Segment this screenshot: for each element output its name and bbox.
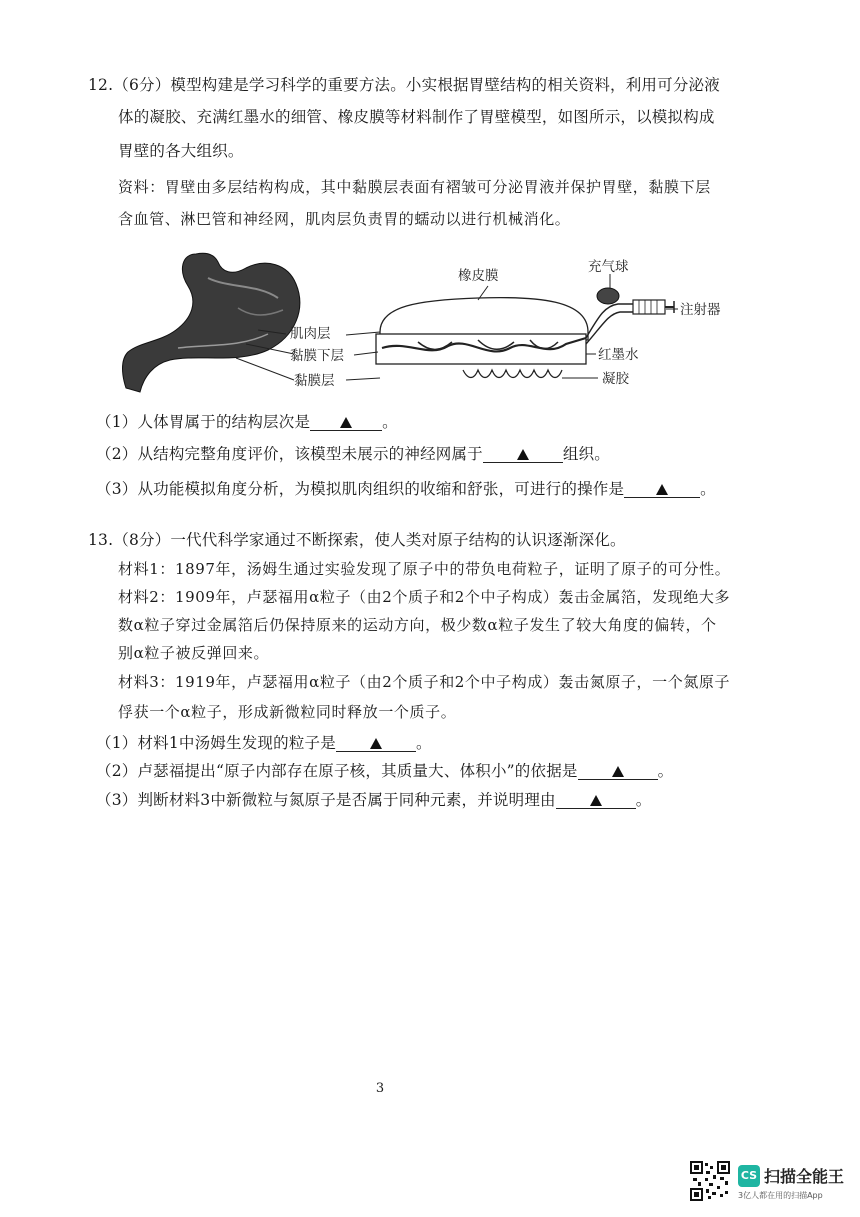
label-submucosa: 黏膜下层 [290,348,344,364]
q12-stem-line1: 12.（6分）模型构建是学习科学的重要方法。小实根据胃壁结构的相关资料，利用可分泌液 [88,76,720,94]
q13-material1: 材料1：1897年，汤姆生通过实验发现了原子中的带负电荷粒子，证明了原子的可分性。 [118,560,731,578]
q13-sub2-end: 。 [657,762,674,780]
label-rubber-membrane: 橡皮膜 [458,268,499,284]
label-muscle-layer: 肌肉层 [290,326,331,342]
page-number: 3 [375,1081,385,1096]
q13-sub1-text: （1）材料1中汤姆生发现的粒子是 [96,734,336,752]
q13-sub3 [96,788,651,810]
answer-blank[interactable] [578,765,658,780]
triangle-icon [590,795,602,806]
answer-blank[interactable] [310,416,382,431]
q12-sub1 [96,410,398,432]
stomach-wall-model-diagram [118,248,738,398]
answer-blank[interactable] [336,737,416,752]
q13-material3-line1: 材料3：1919年，卢瑟福用α粒子（由2个质子和2个中子构成）轰击氮原子，一个氮原子 [118,673,731,691]
q12-sub2 [96,442,610,464]
triangle-icon [517,449,529,460]
q13-material3-line2: 俘获一个α粒子，形成新微粒同时释放一个质子。 [118,703,457,721]
q13-sub2-text: （2）卢瑟福提出“原子内部存在原子核，其质量大、体积小”的依据是 [96,762,578,780]
q12-sub2-text: （2）从结构完整角度评价，该模型未展示的神经网属于 [96,445,483,463]
triangle-icon [370,738,382,749]
q13-sub2 [96,759,673,781]
balloon-icon [597,288,619,304]
label-mucosa: 黏膜层 [294,373,335,389]
cs-badge-icon: CS [738,1165,760,1187]
q13-sub1 [96,731,432,753]
q12-sub1-end: 。 [382,413,398,431]
label-syringe: 注射器 [680,302,721,318]
label-red-ink: 红墨水 [598,347,639,363]
q13-sub3-end: 。 [635,791,652,809]
q12-sub2-end: 组织。 [562,445,610,463]
q13-material2-line1: 材料2：1909年，卢瑟福用α粒子（由2个质子和2个中子构成）轰击金属箔，发现绝大多 [118,588,731,606]
q13-stem: 13.（8分）一代代科学家通过不断探索，使人类对原子结构的认识逐渐深化。 [88,531,626,549]
q13-sub3-text: （3）判断材料3中新微粒与氮原子是否属于同种元素，并说明理由 [96,791,556,809]
label-balloon: 充气球 [588,259,629,275]
q12-material-line2: 含血管、淋巴管和神经网，肌肉层负责胃的蠕动以进行机械消化。 [118,210,571,228]
answer-blank[interactable] [556,794,636,809]
q12-material-line1: 资料：胃壁由多层结构构成，其中黏膜层表面有褶皱可分泌胃液并保护胃壁，黏膜下层 [118,178,711,196]
qr-code-icon [690,1161,730,1201]
syringe-icon [633,300,674,314]
answer-blank[interactable] [483,448,563,463]
q12-sub3-text: （3）从功能模拟角度分析，为模拟肌肉组织的收缩和舒张，可进行的操作是 [96,480,625,498]
label-gel: 凝胶 [602,371,629,387]
stomach-image [123,253,300,392]
watermark-title: 扫描全能王 [764,1167,845,1186]
q12-sub3 [96,477,716,499]
watermark-subtitle: 3亿人都在用的扫描App [738,1191,823,1200]
q13-material2-line3: 别α粒子被反弹回来。 [118,644,270,662]
q13-material2-line2: 数α粒子穿过金属箔后仍保持原来的运动方向，极少数α粒子发生了较大角度的偏转，个 [118,616,717,634]
answer-blank[interactable] [624,483,700,498]
triangle-icon [612,766,624,777]
q12-stem-line2: 体的凝胶、充满红墨水的细管、橡皮膜等材料制作了胃壁模型，如图所示，以模拟构成 [118,108,715,126]
scanner-watermark [690,1161,850,1205]
model-body [376,298,633,378]
triangle-icon [656,484,668,495]
q13-sub1-end: 。 [415,734,432,752]
triangle-icon [340,417,352,428]
q12-stem-line3: 胃壁的各大组织。 [118,142,244,160]
q12-sub3-end: 。 [700,480,716,498]
q12-sub1-text: （1）人体胃属于的结构层次是 [96,413,311,431]
